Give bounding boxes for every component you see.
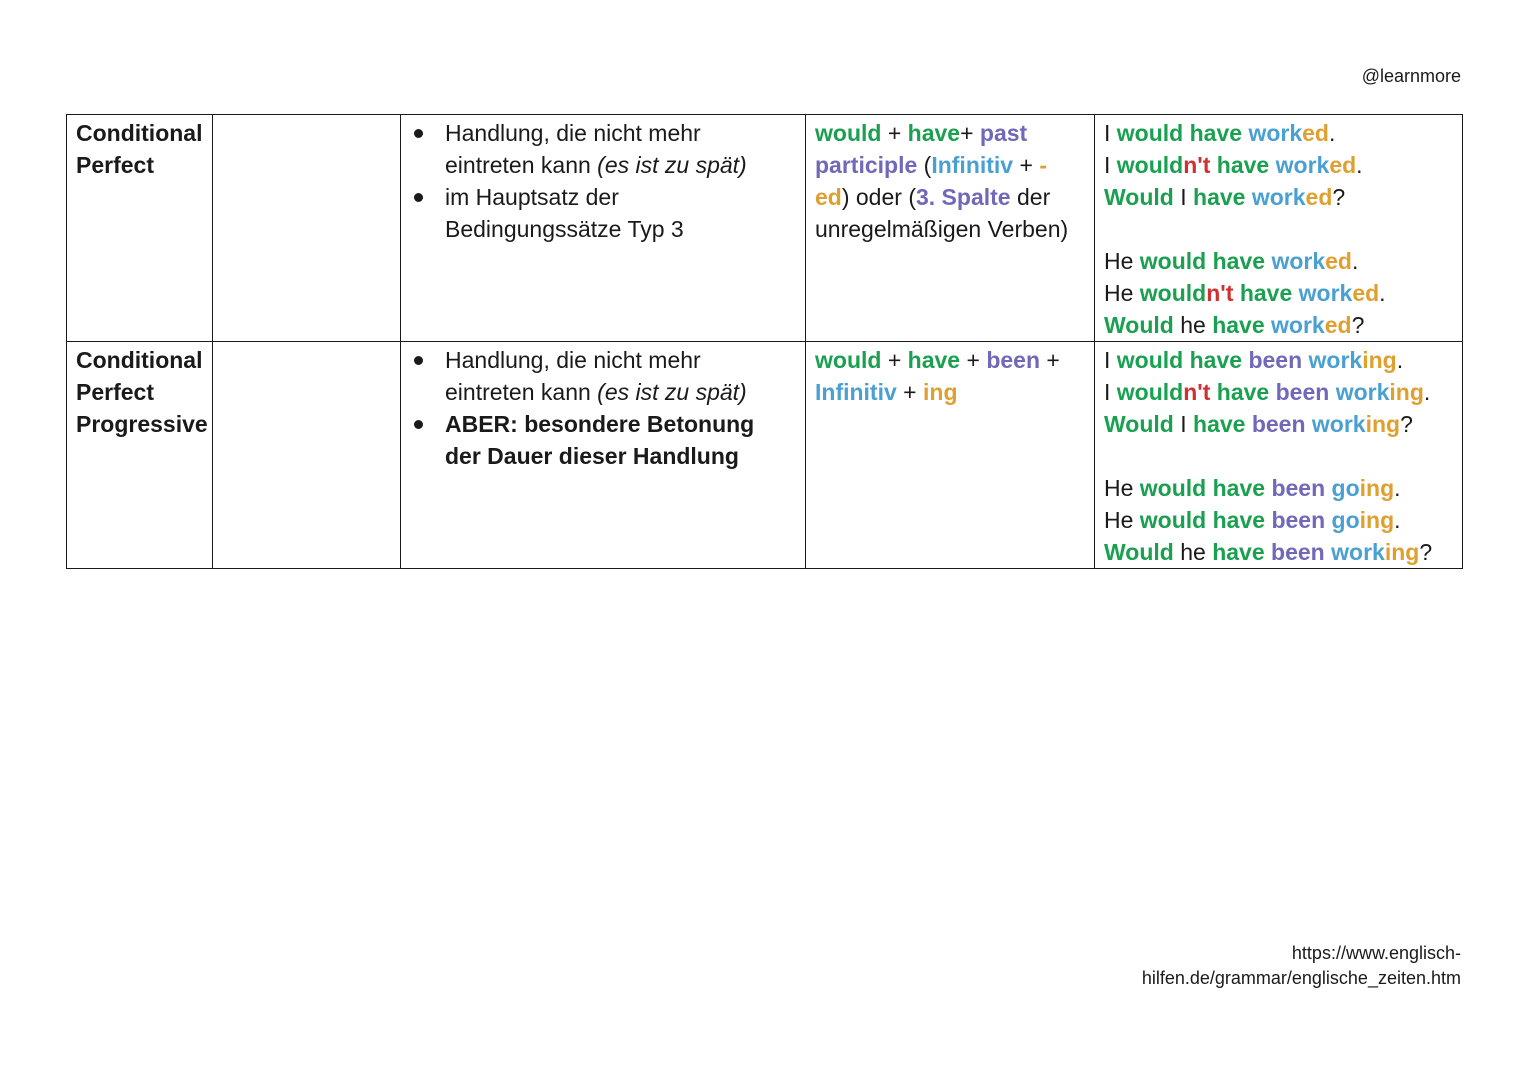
- example-line: Would I have been working?: [1104, 411, 1413, 437]
- formula-cell: [806, 115, 1095, 342]
- formula-cell: [806, 342, 1095, 569]
- example-line: Would he have worked?: [1104, 312, 1365, 338]
- source-url: [1142, 941, 1461, 991]
- example-line: [1104, 213, 1453, 245]
- examples-cell: [1095, 342, 1463, 569]
- usage-list: [410, 344, 796, 472]
- example-line: Would I have worked?: [1104, 184, 1346, 210]
- blank-cell: [213, 342, 401, 569]
- formula-text: would + have+ past participle (Infinitiv + - ed) oder (3. Spalte der unregelmäßigen Verben): [815, 120, 1069, 242]
- examples-cell: [1095, 115, 1463, 342]
- table-row: [67, 115, 1463, 342]
- example-line: [1104, 440, 1453, 472]
- tense-name: Conditional Perfect: [67, 115, 213, 342]
- example-line: He would have worked.: [1104, 248, 1359, 274]
- example-line: I wouldn't have worked.: [1104, 152, 1363, 178]
- usage-list: [410, 117, 796, 245]
- example-line: I would have been working.: [1104, 347, 1404, 373]
- usage-item: im Hauptsatz der Bedingungssätze Typ 3: [410, 181, 796, 245]
- usage-item: Handlung, die nicht mehr eintreten kann (es ist zu spät): [410, 344, 796, 408]
- example-line: He would have been going.: [1104, 507, 1401, 533]
- source-url-line: https://www.englisch-: [1291, 943, 1461, 963]
- source-url-line: hilfen.de/grammar/englische_zeiten.htm: [1141, 968, 1461, 988]
- author-handle: @learnmore: [1361, 66, 1461, 86]
- table-row: [67, 342, 1463, 569]
- usage-cell: [401, 342, 806, 569]
- example-line: I wouldn't have been working.: [1104, 379, 1431, 405]
- formula-text: would + have + been + Infinitiv + ing: [815, 347, 1060, 405]
- tense-name: Conditional Perfect Progressive: [67, 342, 213, 569]
- blank-cell: [213, 115, 401, 342]
- example-line: I would have worked.: [1104, 120, 1336, 146]
- usage-item: ABER: besondere Betonung der Dauer dieser Handlung: [410, 408, 796, 472]
- usage-cell: [401, 115, 806, 342]
- example-line: Would he have been working?: [1104, 539, 1433, 565]
- usage-item: Handlung, die nicht mehr eintreten kann (es ist zu spät): [410, 117, 796, 181]
- tense-table: [66, 114, 1463, 569]
- example-line: He would have been going.: [1104, 475, 1401, 501]
- example-line: He wouldn't have worked.: [1104, 280, 1386, 306]
